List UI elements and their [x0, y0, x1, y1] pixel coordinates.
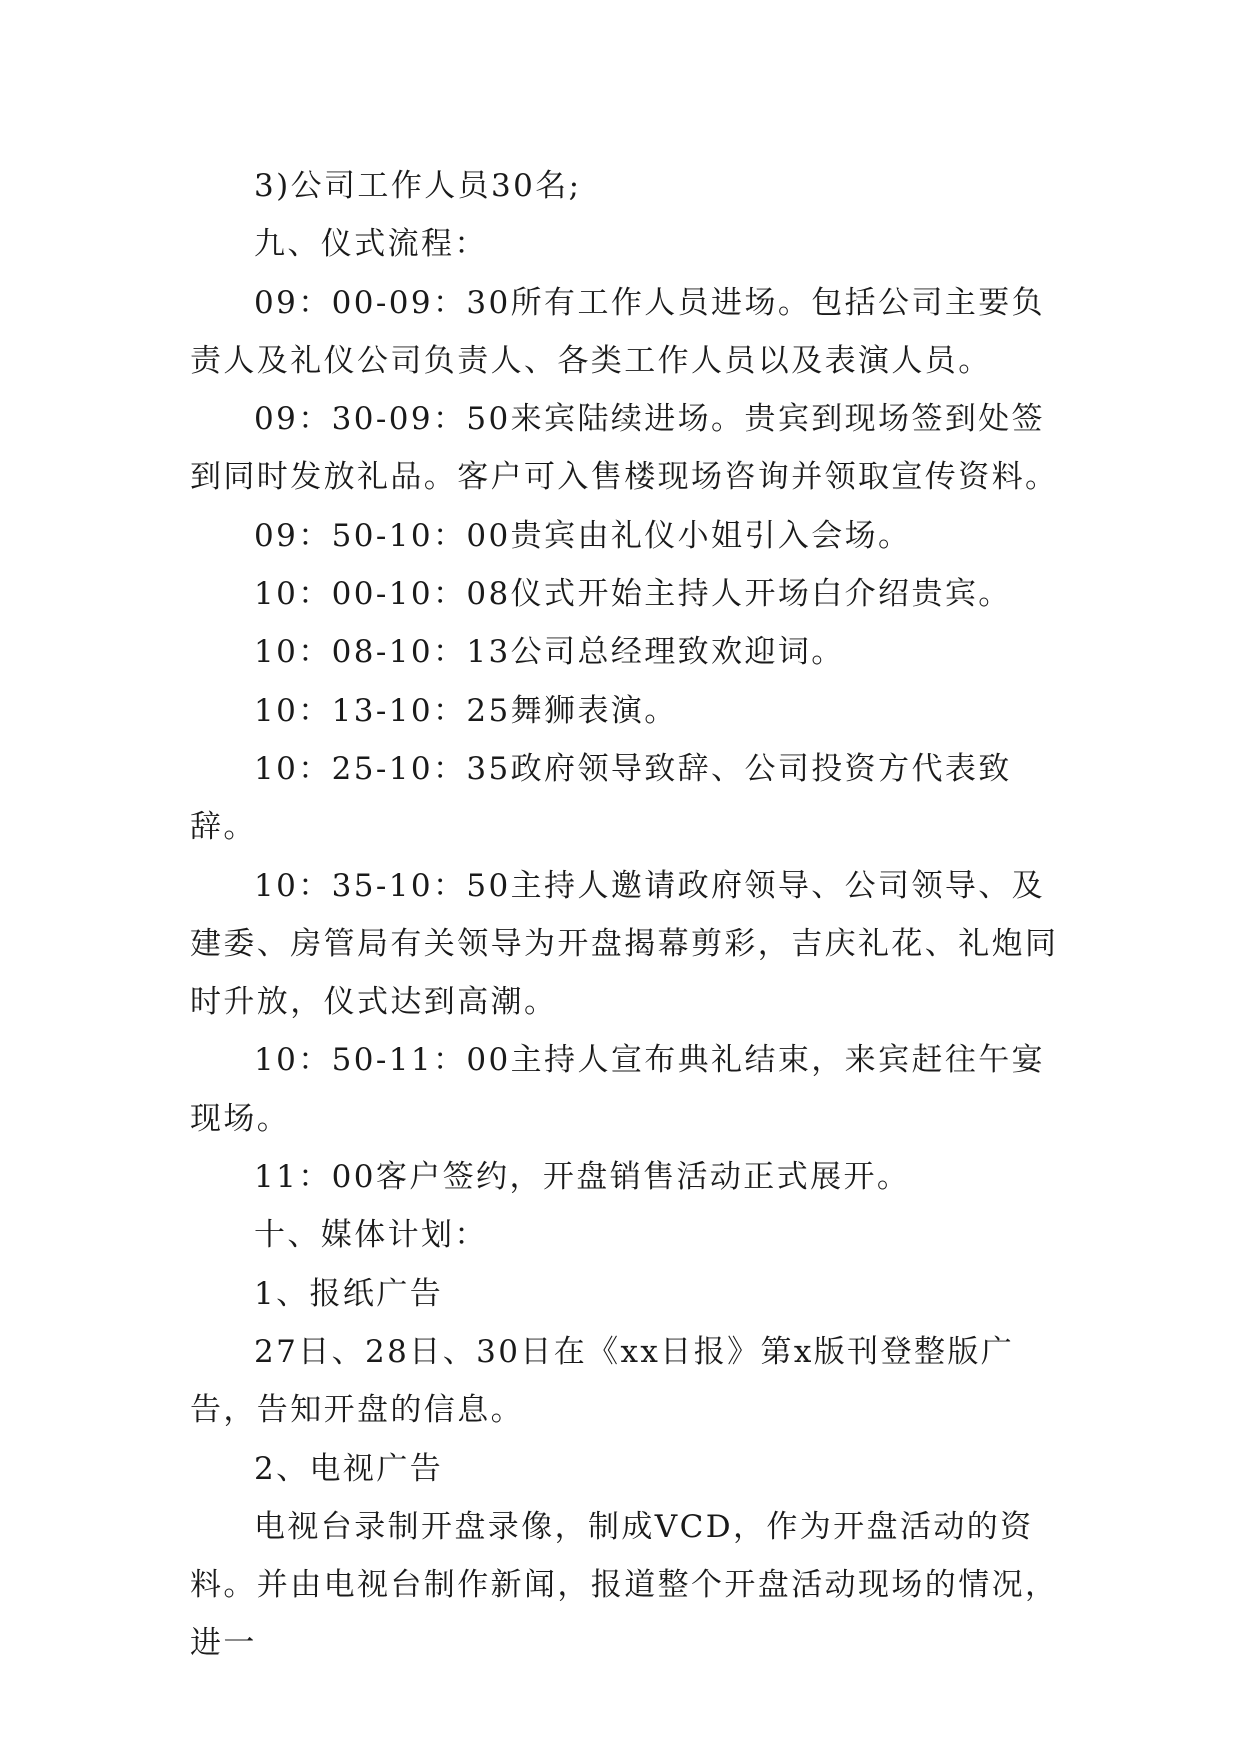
heading-ceremony-process: 九、仪式流程： — [254, 226, 488, 263]
paragraph-schedule-1050: 10：50-11：00主持人宣布典礼结束，来宾赶往午宴现场。 — [190, 1042, 1046, 1137]
paragraph-schedule-1008: 10：08-10：13公司总经理致欢迎词。 — [254, 634, 845, 671]
paragraph-staff-count: 3)公司工作人员30名; — [254, 168, 582, 204]
paragraph-schedule-1100: 11：00客户签约，开盘销售活动正式展开。 — [254, 1159, 911, 1196]
paragraph-schedule-1013: 10：13-10：25舞狮表演。 — [254, 692, 678, 729]
paragraph-tv-ads: 电视台录制开盘录像，制成VCD，作为开盘活动的资料。并由电视台制作新闻，报道整个开盘活动现场的情况，进一 — [190, 1508, 1059, 1662]
paragraph-schedule-0930: 09：30-09：50来宾陆续进场。贵宾到现场签到处签到同时发放礼品。客户可入售楼现场咨询并领取宣传资料。 — [190, 401, 1059, 496]
paragraph-schedule-0950: 09：50-10：00贵宾由礼仪小姐引入会场。 — [254, 517, 912, 554]
paragraph-schedule-1035: 10：35-10：50主持人邀请政府领导、公司领导、及建委、房管局有关领导为开盘揭幕剪彩，吉庆礼花、礼炮同时升放，仪式达到高潮。 — [190, 867, 1059, 1021]
heading-media-plan: 十、媒体计划： — [254, 1217, 488, 1254]
subheading-newspaper-ads: 1、报纸广告 — [254, 1275, 444, 1312]
subheading-tv-ads: 2、电视广告 — [254, 1450, 444, 1487]
paragraph-schedule-1000: 10：00-10：08仪式开始主持人开场白介绍贵宾。 — [254, 576, 1012, 613]
paragraph-schedule-1025: 10：25-10：35政府领导致辞、公司投资方代表致辞。 — [190, 750, 1012, 846]
paragraph-newspaper-ads: 27日、28日、30日在《xx日报》第x版刊登整版广告，告知开盘的信息。 — [190, 1333, 1015, 1429]
paragraph-schedule-0900: 09：00-09：30所有工作人员进场。包括公司主要负责人及礼仪公司负责人、各类工作人员以及表演人员。 — [190, 284, 1046, 379]
document-body — [190, 157, 1070, 1673]
